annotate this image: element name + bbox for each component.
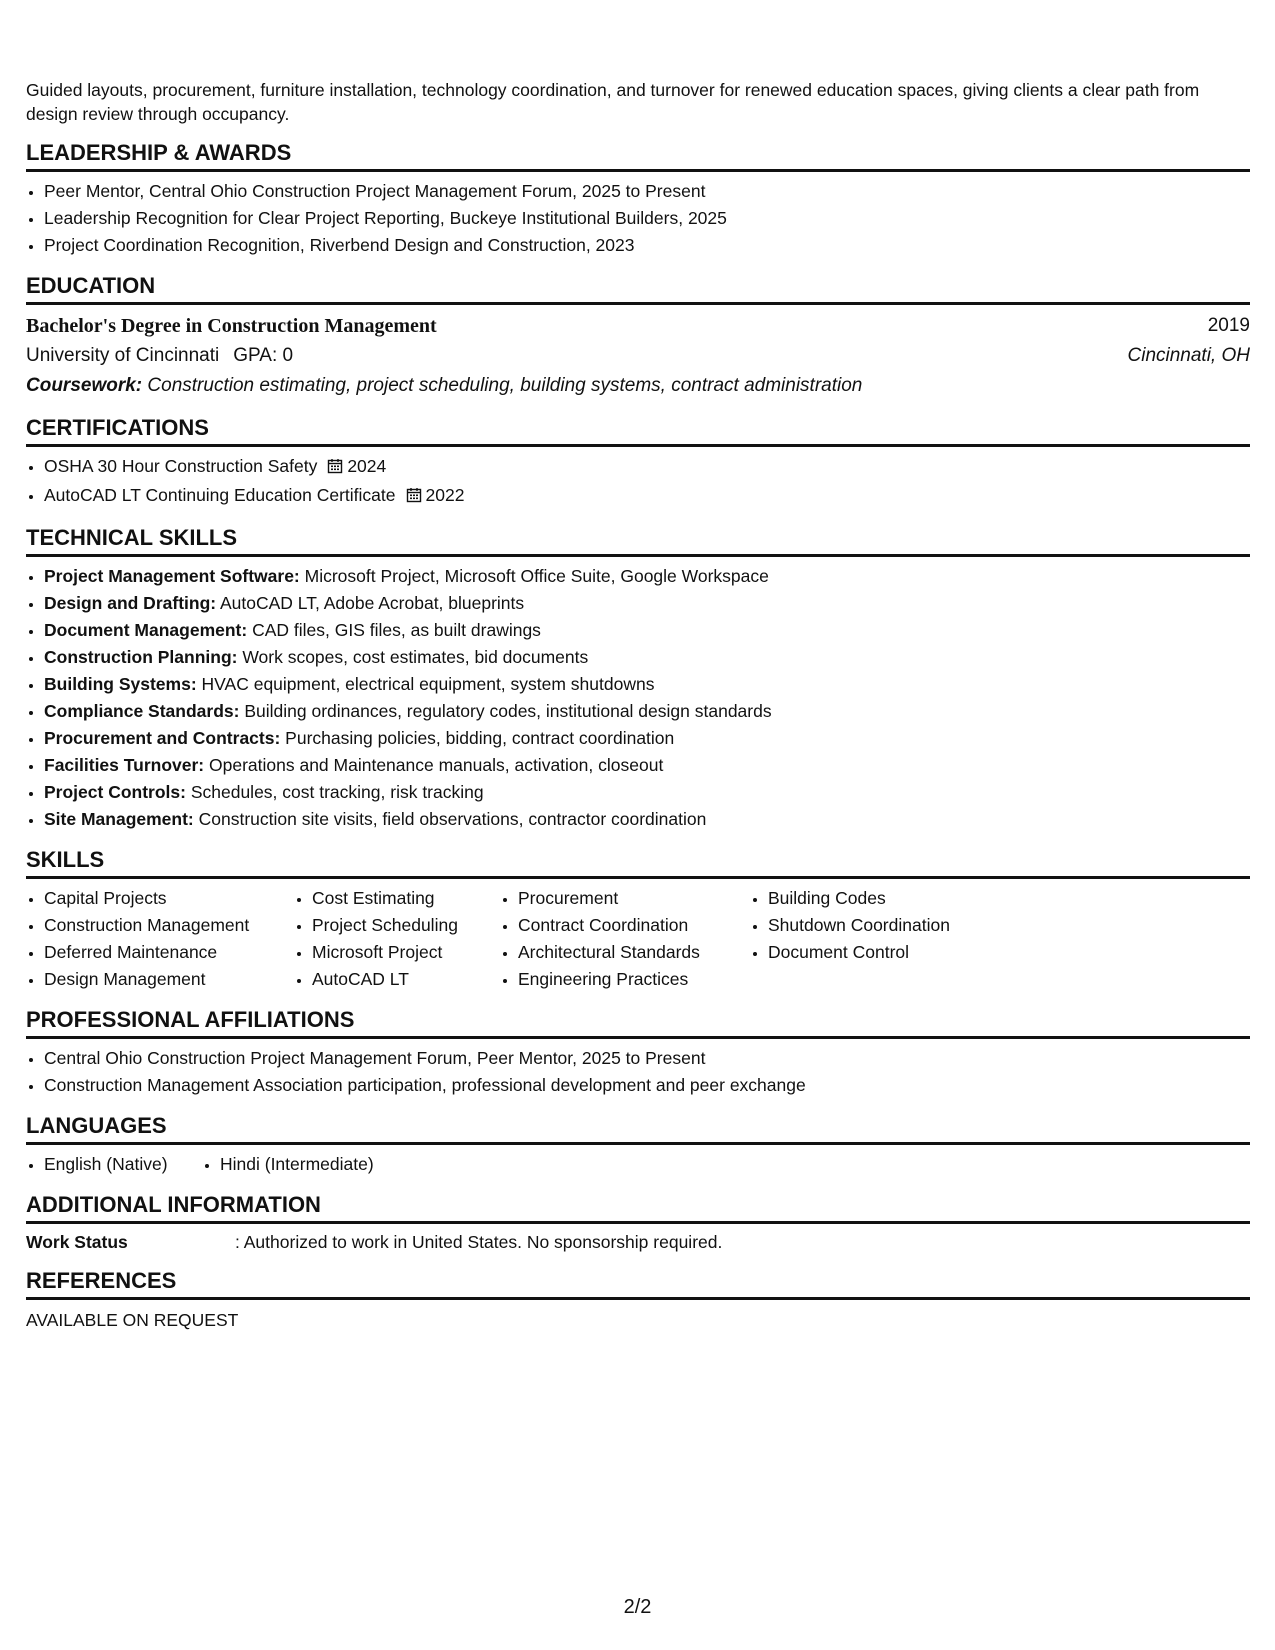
list-item: • Microsoft Project [312,939,500,966]
coursework [26,371,862,401]
school-name: University of Cincinnati [26,345,220,366]
skills-column [500,885,750,993]
list-item [44,779,1250,806]
skill-values: CAD files, GIS files, as built drawings [247,620,541,640]
technical-skills-list [26,563,1250,833]
leadership-list [26,178,1250,259]
skills-grid [26,885,1250,993]
intro-paragraph: Guided layouts, procurement, furniture installation, technology coordination, and turnover for renewed education spaces, giving clients a clear path from design review through occupancy. [26,80,1200,124]
section-title-affiliations: PROFESSIONAL AFFILIATIONS [26,1007,1250,1039]
skill-category: Procurement and Contracts: [44,728,281,748]
list-item [44,590,1250,617]
section-title-leadership: LEADERSHIP & AWARDS [26,140,1250,172]
school-info [26,341,293,371]
section-title-languages: LANGUAGES [26,1113,1250,1145]
list-item [44,806,1250,833]
skills-column [26,885,294,993]
calendar-icon [406,484,422,511]
coursework-text: Construction estimating, project scheduling, building systems, contract administration [142,375,863,396]
section-title-education: EDUCATION [26,273,1250,305]
list-item: • Document Control [768,939,1018,966]
skill-values: AutoCAD LT, Adobe Acrobat, blueprints [216,593,525,613]
list-item [44,617,1250,644]
list-item: • Design Management [44,966,294,993]
list-item: • Capital Projects [44,885,294,912]
skill-category: Document Management: [44,620,248,640]
skill-category: Facilities Turnover: [44,755,205,775]
section-title-additional-info: ADDITIONAL INFORMATION [26,1192,1250,1224]
skill-category: Design and Drafting: [44,593,217,613]
skill-values: Operations and Maintenance manuals, activation, closeout [204,755,664,775]
list-item [44,482,1250,511]
section-title-certifications: CERTIFICATIONS [26,415,1250,447]
list-item [44,453,1250,482]
skill-category: Building Systems: [44,674,197,694]
education-section [26,273,1250,401]
section-title-technical-skills: TECHNICAL SKILLS [26,525,1250,557]
skill-category: Project Controls: [44,782,186,802]
list-item: • Project Coordination Recognition, Riverbend Design and Construction, 2023 [44,232,1250,259]
certification-name: AutoCAD LT Continuing Education Certificate [44,485,396,505]
list-item: • Engineering Practices [518,966,750,993]
skill-values: Work scopes, cost estimates, bid documents [237,647,589,667]
skill-category: Site Management: [44,809,194,829]
resume-page [26,78,1250,1346]
skill-values: Purchasing policies, bidding, contract coordination [280,728,675,748]
calendar-icon [327,455,343,482]
skills-section [26,847,1250,993]
affiliations-section [26,1007,1250,1099]
certification-year: 2024 [347,456,387,476]
language-column [26,1151,202,1178]
leadership-section [26,140,1250,259]
list-item [44,671,1250,698]
list-item: • Construction Management Association participation, professional development and peer exchange [44,1072,1250,1099]
certification-year: 2022 [425,485,465,505]
list-item: • Leadership Recognition for Clear Project Reporting, Buckeye Institutional Builders, 2025 [44,205,1250,232]
coursework-label: Coursework: [26,375,143,396]
list-item [44,698,1250,725]
certification-name: OSHA 30 Hour Construction Safety [44,456,318,476]
education-degree-row [26,311,1250,341]
skill-category: Compliance Standards: [44,701,240,721]
graduation-year: 2019 [1207,315,1250,336]
list-item: • Project Scheduling [312,912,500,939]
work-status-label: Work Status [26,1232,128,1252]
list-item: • Cost Estimating [312,885,500,912]
list-item: • Deferred Maintenance [44,939,294,966]
certifications-section [26,415,1250,511]
skill-values: Microsoft Project, Microsoft Office Suite, Google Workspace [299,566,769,586]
skill-category: Construction Planning: [44,647,238,667]
list-item: • AutoCAD LT [312,966,500,993]
languages-list [26,1151,1250,1178]
languages-section [26,1113,1250,1178]
page-number: 2/2 [623,1596,652,1618]
list-item: • Architectural Standards [518,939,750,966]
list-item: • Building Codes [768,885,1018,912]
list-item: • Peer Mentor, Central Ohio Construction Project Management Forum, 2025 to Present [44,178,1250,205]
skill-values: Schedules, cost tracking, risk tracking [185,782,484,802]
list-item: • English (Native) [44,1151,202,1178]
work-status-value: : Authorized to work in United States. No sponsorship required. [235,1232,723,1252]
coursework-row [26,371,1250,401]
gpa: GPA: 0 [233,345,294,366]
additional-info-section [26,1192,1250,1254]
list-item: • Construction Management [44,912,294,939]
skill-values: Construction site visits, field observations, contractor coordination [193,809,707,829]
degree-name: Bachelor's Degree in Construction Management [26,315,437,337]
list-item: • Central Ohio Construction Project Management Forum, Peer Mentor, 2025 to Present [44,1045,1250,1072]
certifications-list [26,453,1250,511]
references-text: AVAILABLE ON REQUEST [26,1310,239,1330]
school-location: Cincinnati, OH [1127,345,1250,366]
work-status-row [26,1230,1250,1254]
language-column [202,1151,374,1178]
section-title-skills: SKILLS [26,847,1250,879]
list-item [44,644,1250,671]
skill-category: Project Management Software: [44,566,300,586]
list-item [44,725,1250,752]
skills-column [750,885,1018,993]
list-item [44,563,1250,590]
technical-skills-section [26,525,1250,833]
skill-values: Building ordinances, regulatory codes, institutional design standards [239,701,772,721]
section-title-references: REFERENCES [26,1268,1250,1300]
list-item: • Shutdown Coordination [768,912,1018,939]
list-item: • Contract Coordination [518,912,750,939]
education-school-row [26,341,1250,371]
skills-column [294,885,500,993]
skill-values: HVAC equipment, electrical equipment, system shutdowns [196,674,655,694]
affiliations-list [26,1045,1250,1099]
list-item: • Hindi (Intermediate) [220,1151,374,1178]
list-item [44,752,1250,779]
list-item: • Procurement [518,885,750,912]
references-section [26,1268,1250,1332]
